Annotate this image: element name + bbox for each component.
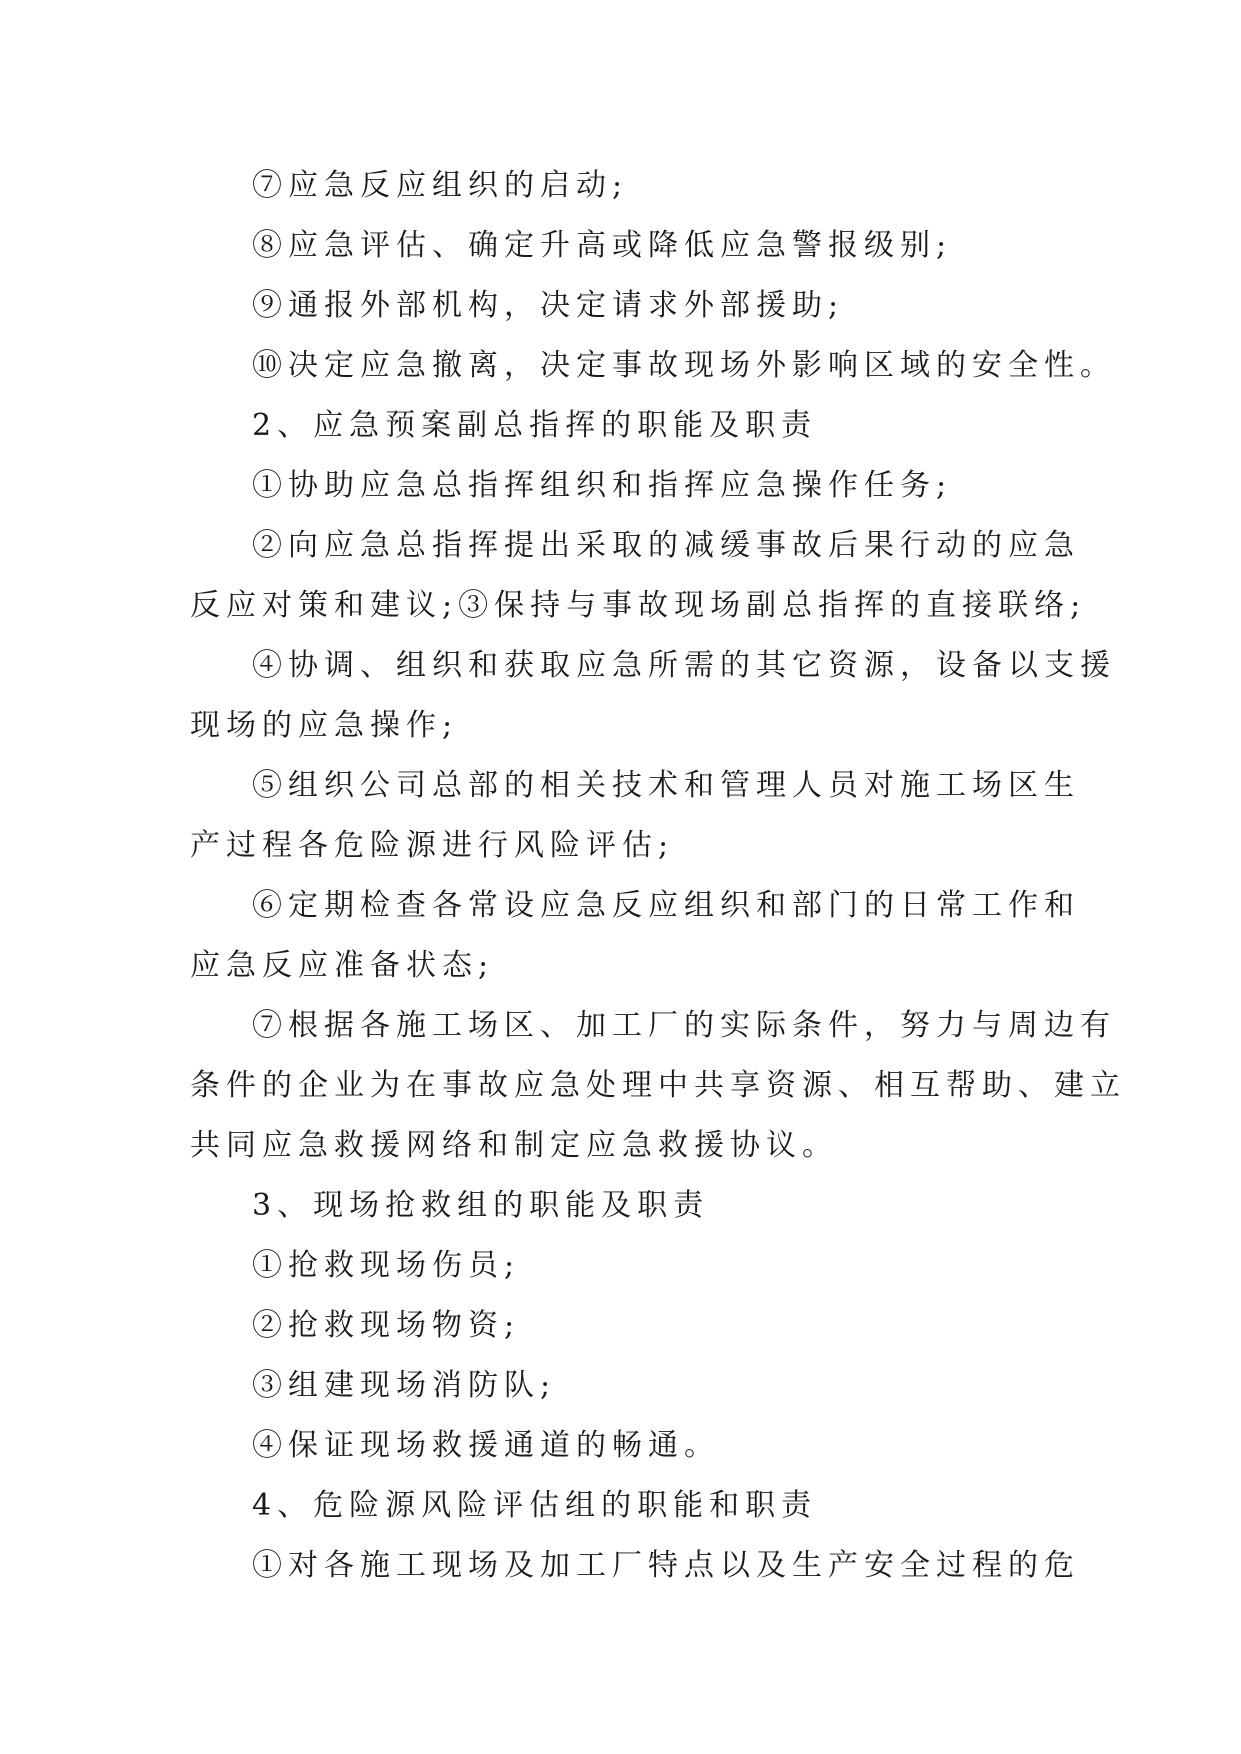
- paragraph-line: ④协调、组织和获取应急所需的其它资源，设备以支援: [252, 648, 1116, 683]
- paragraph-line: ②抢救现场物资;: [252, 1308, 521, 1343]
- paragraph-line: 应急反应准备状态;: [190, 948, 495, 983]
- paragraph-line: 产过程各危险源进行风险评估;: [190, 828, 675, 863]
- paragraph-line: ⑧应急评估、确定升高或降低应急警报级别;: [252, 228, 953, 263]
- paragraph-line: ②向应急总指挥提出采取的减缓事故后果行动的应急: [252, 528, 1080, 563]
- paragraph-line: 条件的企业为在事故应急处理中共享资源、相互帮助、建立: [190, 1068, 1126, 1103]
- document-body: [190, 156, 1126, 1596]
- section-heading: 4、危险源风险评估组的职能和职责: [252, 1488, 818, 1523]
- paragraph-line: 反应对策和建议;③保持与事故现场副总指挥的直接联络;: [190, 588, 1087, 623]
- paragraph-line: ③组建现场消防队;: [252, 1368, 557, 1403]
- paragraph-line: ⑥定期检查各常设应急反应组织和部门的日常工作和: [252, 888, 1080, 923]
- section-heading: 2、应急预案副总指挥的职能及职责: [252, 408, 818, 443]
- section-heading: 3、现场抢救组的职能及职责: [252, 1188, 710, 1223]
- paragraph-line: 现场的应急操作;: [190, 708, 459, 743]
- paragraph-line: ⑤组织公司总部的相关技术和管理人员对施工场区生: [252, 768, 1080, 803]
- paragraph-line: ①协助应急总指挥组织和指挥应急操作任务;: [252, 468, 953, 503]
- paragraph-line: ④保证现场救援通道的畅通。: [252, 1428, 720, 1463]
- paragraph-line: ⑩决定应急撤离，决定事故现场外影响区域的安全性。: [252, 348, 1116, 383]
- paragraph-line: ⑨通报外部机构，决定请求外部援助;: [252, 288, 845, 323]
- paragraph-line: ⑦应急反应组织的启动;: [252, 168, 629, 203]
- paragraph-line: 共同应急救援网络和制定应急救援协议。: [190, 1128, 838, 1163]
- paragraph-line: ⑦根据各施工场区、加工厂的实际条件，努力与周边有: [252, 1008, 1116, 1043]
- paragraph-line: ①对各施工现场及加工厂特点以及生产安全过程的危: [252, 1548, 1080, 1583]
- paragraph-line: ①抢救现场伤员;: [252, 1248, 521, 1283]
